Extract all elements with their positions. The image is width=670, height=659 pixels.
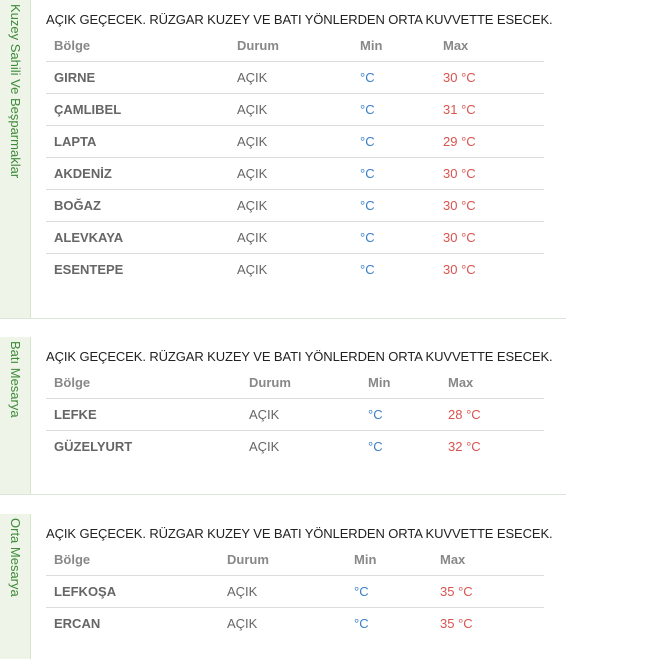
region-name: ESENTEPE (54, 262, 124, 277)
region-name: GIRNE (54, 70, 96, 85)
header-max: Max (443, 38, 469, 53)
header-status: Durum (249, 375, 291, 390)
min-temp: °C (360, 262, 375, 277)
status-value: AÇIK (249, 407, 280, 422)
max-temp: 31 °C (443, 102, 476, 117)
section-side-tab (0, 0, 31, 318)
min-temp: °C (360, 102, 375, 117)
max-temp: 29 °C (443, 134, 476, 149)
header-status: Durum (227, 552, 269, 567)
max-temp: 30 °C (443, 262, 476, 277)
header-min: Min (368, 375, 391, 390)
header-max: Max (440, 552, 466, 567)
section-title: Kuzey Sahili Ve Beşparmaklar (8, 4, 23, 179)
status-value: AÇIK (237, 230, 268, 245)
header-max: Max (448, 375, 474, 390)
header-region: Bölge (54, 375, 91, 390)
max-temp: 30 °C (443, 70, 476, 85)
header-min: Min (360, 38, 383, 53)
region-name: AKDENİZ (54, 166, 112, 181)
table-row (46, 158, 544, 190)
max-temp: 28 °C (448, 407, 481, 422)
weather-table (46, 363, 544, 462)
status-value: AÇIK (237, 102, 268, 117)
table-row (46, 254, 544, 285)
status-value: AÇIK (237, 262, 268, 277)
region-name: ÇAMLIBEL (54, 102, 122, 117)
region-name: LAPTA (54, 134, 97, 149)
min-temp: °C (368, 439, 383, 454)
region-name: ERCAN (54, 616, 101, 631)
region-name: LEFKE (54, 407, 97, 422)
forecast-text: AÇIK GEÇECEK. RÜZGAR KUZEY VE BATI YÖNLERDEN ORTA KUVVETTE ESECEK. (46, 526, 553, 541)
table-row (46, 608, 544, 639)
min-temp: °C (354, 584, 369, 599)
table-row (46, 126, 544, 158)
table-header (46, 363, 544, 399)
section-side-tab (0, 337, 31, 494)
region-name: LEFKOŞA (54, 584, 117, 599)
status-value: AÇIK (237, 70, 268, 85)
min-temp: °C (360, 198, 375, 213)
min-temp: °C (360, 70, 375, 85)
section-side-tab (0, 514, 31, 659)
max-temp: 30 °C (443, 166, 476, 181)
weather-table (46, 540, 544, 639)
region-name: BOĞAZ (54, 198, 101, 213)
table-row (46, 222, 544, 254)
max-temp: 30 °C (443, 230, 476, 245)
weather-section-bati-mesarya (0, 337, 566, 495)
table-row (46, 94, 544, 126)
forecast-text: AÇIK GEÇECEK. RÜZGAR KUZEY VE BATI YÖNLERDEN ORTA KUVVETTE ESECEK. (46, 12, 553, 27)
max-temp: 30 °C (443, 198, 476, 213)
table-row (46, 190, 544, 222)
status-value: AÇIK (237, 166, 268, 181)
min-temp: °C (360, 166, 375, 181)
header-region: Bölge (54, 38, 91, 53)
header-min: Min (354, 552, 377, 567)
table-header (46, 26, 544, 62)
table-row (46, 431, 544, 462)
min-temp: °C (360, 230, 375, 245)
table-header (46, 540, 544, 576)
header-region: Bölge (54, 552, 91, 567)
region-name: GÜZELYURT (54, 439, 133, 454)
section-title: Batı Mesarya (8, 341, 23, 418)
status-value: AÇIK (227, 616, 258, 631)
status-value: AÇIK (227, 584, 258, 599)
min-temp: °C (360, 134, 375, 149)
table-row (46, 576, 544, 608)
table-row (46, 62, 544, 94)
forecast-text: AÇIK GEÇECEK. RÜZGAR KUZEY VE BATI YÖNLERDEN ORTA KUVVETTE ESECEK. (46, 349, 553, 364)
min-temp: °C (354, 616, 369, 631)
status-value: AÇIK (249, 439, 280, 454)
header-status: Durum (237, 38, 279, 53)
region-name: ALEVKAYA (54, 230, 124, 245)
weather-table (46, 26, 544, 285)
min-temp: °C (368, 407, 383, 422)
weather-section-orta-mesarya (0, 514, 566, 659)
max-temp: 35 °C (440, 584, 473, 599)
weather-section-kuzey-sahili (0, 0, 566, 319)
status-value: AÇIK (237, 134, 268, 149)
section-title: Orta Mesarya (8, 518, 23, 597)
table-row (46, 399, 544, 431)
status-value: AÇIK (237, 198, 268, 213)
max-temp: 35 °C (440, 616, 473, 631)
max-temp: 32 °C (448, 439, 481, 454)
